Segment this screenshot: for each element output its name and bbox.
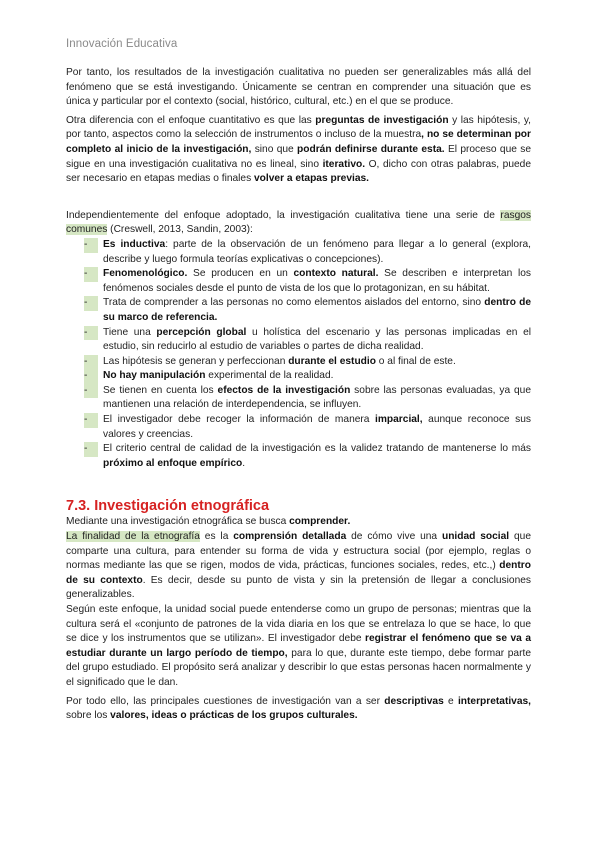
section-heading: 7.3. Investigación etnográfica <box>66 498 270 515</box>
list-item: - El investigador debe recoger la información de manera imparcial, aunque reconoce sus valores y creencias. <box>84 414 532 440</box>
paragraph-generalizability: Por tanto, los resultados de la investigación cualitativa no pueden ser generalizables más allá del fenómeno que se está investigando. Únicamente se centran en comprender una situación que es única y particular por el contexto (social, histórico, cultural, etc.) en el que se produce. <box>66 67 531 108</box>
list-item: - Se tienen en cuenta los efectos de la investigación sobre las personas evaluadas, ya que mantienen una relación de interdependencia, se influyen. <box>84 384 531 411</box>
paragraph-common-traits-intro: Independientemente del enfoque adoptado, la investigación cualitativa tiene una serie de rasgos comunes (Creswell, 2013, Sandin, 2003): <box>66 209 531 236</box>
paragraph-ethnography-goal: Mediante una investigación etnográfica se busca comprender. <box>66 516 351 528</box>
paragraph-research-questions: Por todo ello, las principales cuestiones de investigación van a ser descriptivas e interpretativas, sobre los valores, ideas o prácticas de los grupos culturales. <box>66 695 532 722</box>
running-header: Innovación Educativa <box>66 38 178 50</box>
list-item: - Trata de comprender a las personas no como elementos aislados del entorno, sino dentro de su marco de referencia. <box>84 297 531 323</box>
list-item: - Tiene una percepción global u holística del escenario y las personas implicadas en el estudio, sin reducirlo al estudio de variables o partes de dicha realidad. <box>84 326 532 353</box>
page-body <box>66 66 531 724</box>
list-item: - Es inductiva: parte de la observación de un fenómeno para llegar a lo general (explora, describe y luego formula teorías explicativas o concepciones). <box>84 238 531 265</box>
paragraph-ethnography-purpose: La finalidad de la etnografía es la comprensión detallada de cómo vive una unidad social que comparte una cultura, para entender su forma de vida y estructura social (por ejemplo, reglas o normas mediante las que se rigen, modos de vida, prácticas, funciones sociales, redes, etc.,) dentro de su contexto. Es decir, desde su punto de vista y sin la pretensión de llegar a conclusiones generalizables. <box>66 531 532 601</box>
paragraph-quantitative-difference: Otra diferencia con el enfoque cuantitativo es que las preguntas de investigación y las hipótesis, y, por tanto, aspectos como la selección de instrumentos o incluso de la muestra, no se determinan por completo al inicio de la investigación, sino que podrán definirse durante esta. El proceso que se sigue en una investigación cualitativa no es lineal, sino iterativo. O, dicho con otras palabras, puede ser necesario en etapas medias o finales volver a etapas previas. <box>66 114 532 185</box>
paragraph-social-unit: Según este enfoque, la unidad social puede entenderse como un grupo de personas; mientras que la cultura será el «conjunto de patrones de la vida diaria en los que se entrelaza lo que se hace, lo que se dice y los instrumentos que se utilizan». El investigador debe registrar el fenómeno que se va a estudiar durante un largo período de tiempo, para lo que, durante este tiempo, debe formar parte del grupo estudiado. El propósito será analizar y describir lo que estas personas hacen normalmente y el significado que le dan. <box>66 604 531 688</box>
list-item: - Las hipótesis se generan y perfeccionan durante el estudio o al final de este. <box>66 355 531 370</box>
common-traits-list <box>66 238 531 472</box>
list-item: - El criterio central de calidad de la investigación es la validez tratando de mantenerse lo más próximo al enfoque empírico. <box>84 443 531 469</box>
list-item: - No hay manipulación experimental de la realidad. <box>66 369 531 384</box>
list-item: - Fenomenológico. Se producen en un contexto natural. Se describen e interpretan los fenómenos sociales desde el punto de vista de los que lo protagonizan, en su hábitat. <box>84 268 531 294</box>
